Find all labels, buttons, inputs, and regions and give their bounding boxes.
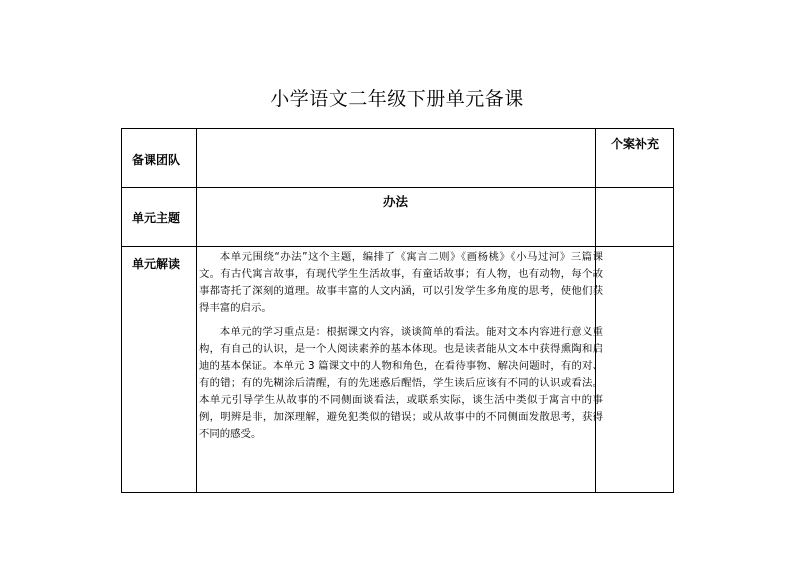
interpretation-paragraph-1: 本单元围绕“办法”这个主题，编排了《寓言二则》《画杨桃》《小马过河》三篇课文。有古代寓言故事，有现代学生生活故事，有童话故事；有人物，也有动物，每个故事都寄托了深刻的道理。故事丰富的人文内涵，可以引发学生多角度的思考，使他们获得丰富的启示。: [199, 251, 603, 314]
lesson-plan-table: [121, 128, 674, 493]
column-divider-1: [196, 129, 197, 492]
interpretation-paragraph-2: 本单元的学习重点是：根据课文内容，谈谈简单的看法。能对文本内容进行意义重构，有自己的认识，是一个人阅读素养的基本体现。也是读者能从文本中获得熏陶和启迪的基本保证。本单元 3 篇课文中的人物和角色，在看待事物、解决问题时，有的对、有的错；有的先糊涂后清醒，有的先迷惑后醒悟，学生读后应该有不同的认识或看法。本单元引导学生从故事的不同侧面谈看法，或联系实际，谈生活中类似于寓言中的事例，明辨是非，加深理解，避免犯类似的错误；或从故事中的不同侧面发散思考，获得不同的感受。: [199, 326, 603, 440]
theme-label: 单元主题: [132, 211, 181, 225]
page-title: 小学语文二年级下册单元备课: [270, 88, 524, 110]
supplement-header: 个案补充: [610, 137, 659, 151]
interpretation-label: 单元解读: [132, 257, 181, 271]
team-label: 备课团队: [132, 153, 181, 167]
row-divider-2: [122, 246, 673, 247]
row-divider-1: [122, 187, 673, 188]
theme-value: 办法: [382, 194, 408, 209]
